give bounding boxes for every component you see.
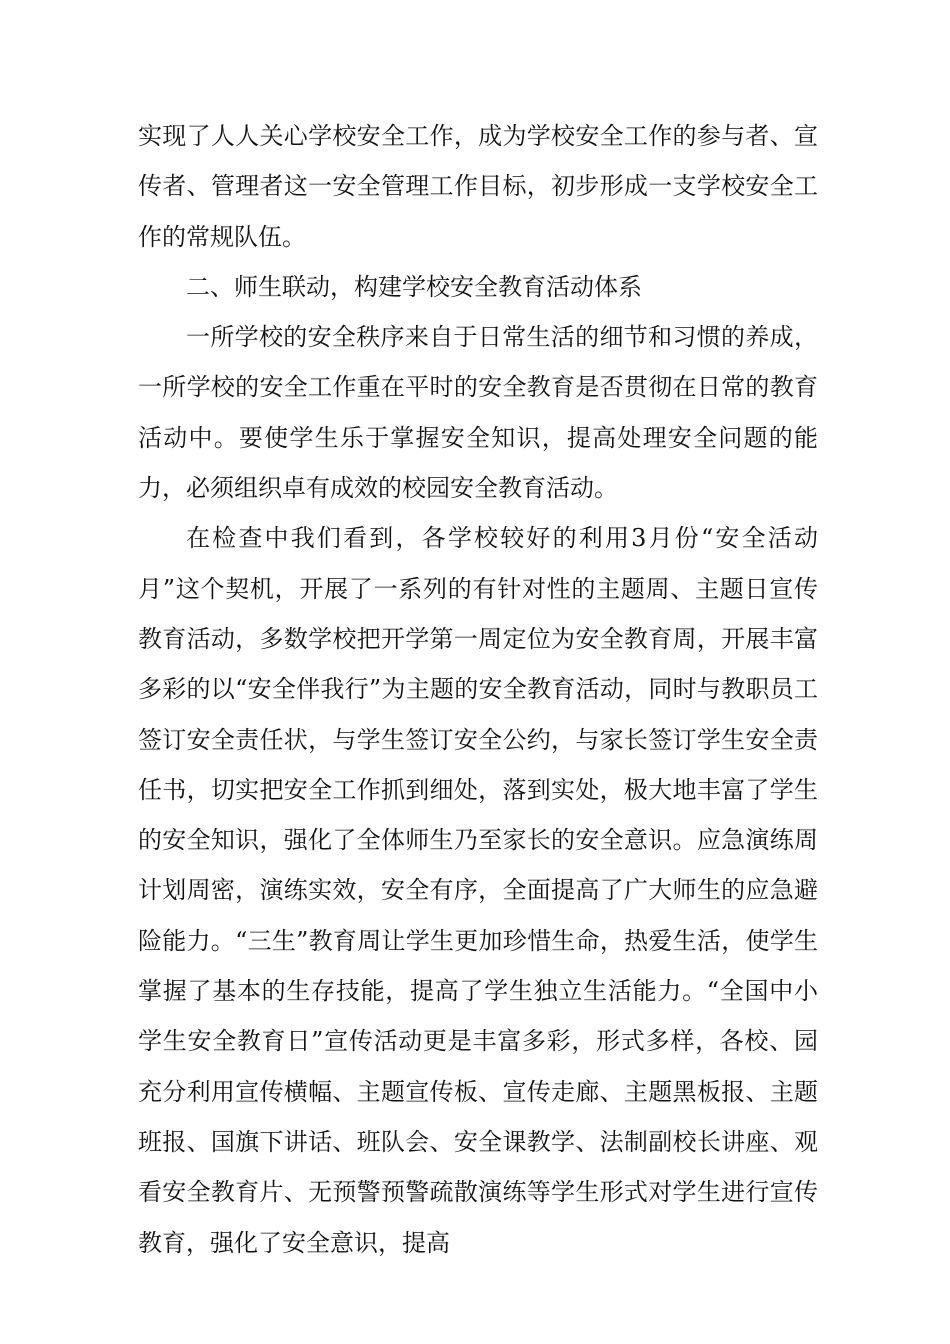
paragraph-body: 在检查中我们看到，各学校较好的利用3月份“安全活动月”这个契机，开展了一系列的有针对性的主题周、主题日宣传教育活动，多数学校把开学第一周定位为安全教育周，开展丰富多彩的以“安全伴我行”为主题的安全教育活动，同时与教职员工签订安全责任状，与学生签订安全公约，与家长签订学生安全责任书，切实把安全工作抓到细处，落到实处，极大地丰富了学生的安全知识，强化了全体师生乃至家长的安全意识。应急演练周计划周密，演练实效，安全有序，全面提高了广大师生的应急避险能力。“三生”教育周让学生更加珍惜生命，热爱生活，使学生掌握了基本的生存技能，提高了学生独立生活能力。“全国中小学生安全教育日”宣传活动更是丰富多彩，形式多样，各校、园充分利用宣传横幅、主题宣传板、宣传走廊、主题黑板报、主题班报、国旗下讲话、班队会、安全课教学、法制副校长讲座、观看安全教育片、无预警预警疏散演练等学生形式对学生进行宣传教育，强化了安全意识，提高 <box>138 524 818 1257</box>
paragraph-continuation: 实现了人人关心学校安全工作，成为学校安全工作的参与者、宣传者、管理者这一安全管理工作目标，初步形成一支学校安全工作的常规队伍。 <box>138 122 818 251</box>
paragraph-body: 一所学校的安全秩序来自于日常生活的细节和习惯的养成，一所学校的安全工作重在平时的安全教育是否贯彻在日常的教育活动中。要使学生乐于掌握安全知识，提高处理安全问题的能力，必须组织卓有成效的校园安全教育活动。 <box>138 323 818 503</box>
section-heading: 二、师生联动，构建学校安全教育活动体系 <box>186 272 642 301</box>
document-body <box>138 111 818 1268</box>
